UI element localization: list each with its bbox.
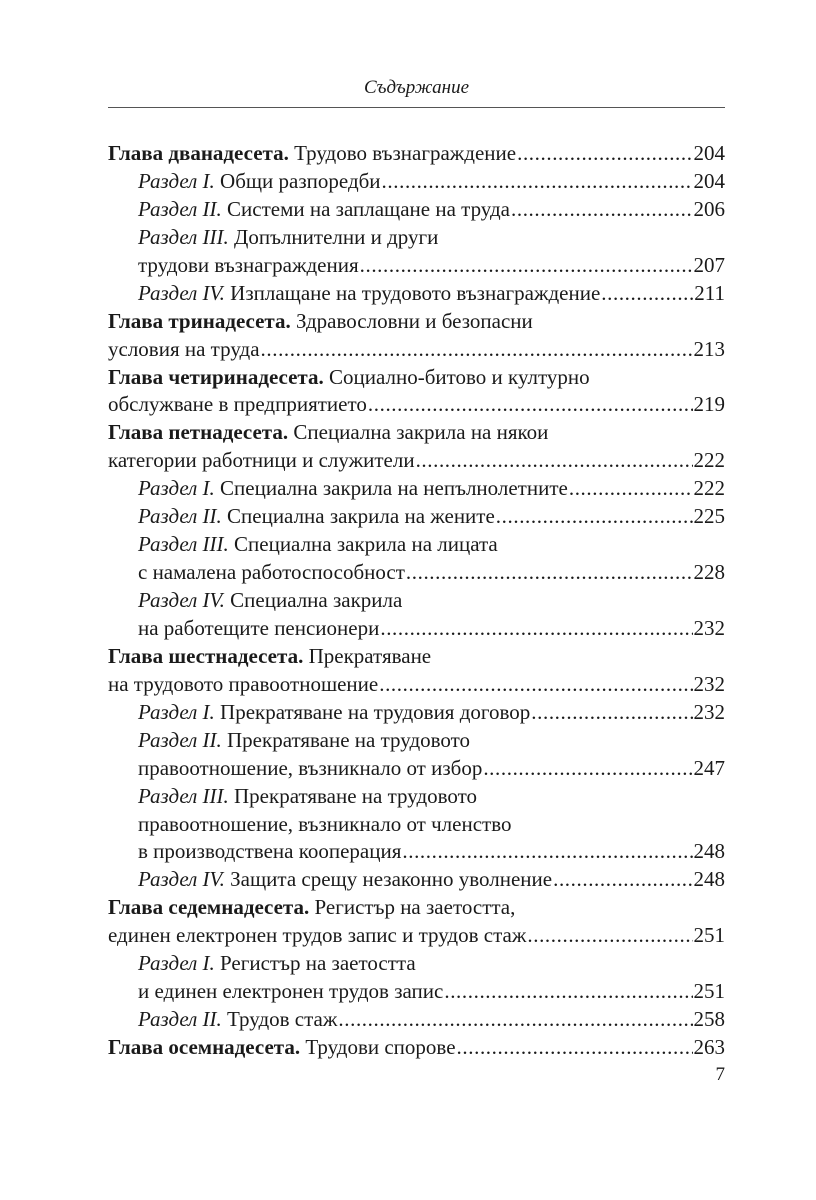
toc-section-entry [108,699,725,727]
toc-entry-text [138,1006,337,1034]
toc-entry-text [108,308,533,336]
dot-leader [457,1034,693,1062]
toc-page-number: 207 [693,252,725,277]
dot-leader [527,922,692,950]
toc-entry-continuation: условия на труда [108,336,260,361]
toc-chapter-entry [108,894,725,922]
toc-entry-title: Специална закрила на непълнолетните [220,476,568,501]
toc-page-number: 251 [693,923,725,948]
toc-entry-title: Специална закрила на жените [227,504,495,529]
toc-entry-title: Прекратяване на трудовото [234,783,478,808]
toc-section-entry [108,950,725,978]
toc-page-number: 228 [693,560,725,585]
toc-entry-text [138,196,510,224]
section-label: Раздел IV. [138,588,225,612]
toc-entry-text [138,475,568,503]
toc-entry-title: Специална закрила на лицата [234,532,498,557]
toc-section-entry [108,587,725,615]
dot-leader [553,866,692,894]
toc-section-entry [108,280,725,308]
chapter-label: Глава седемнадесета. [108,895,310,920]
toc-page-number: 213 [693,336,725,361]
toc-entry-text [108,140,516,168]
toc-entry-text [138,168,381,196]
section-label: Раздел II. [138,1007,222,1032]
dot-leader [402,838,692,866]
toc-page-number: 251 [693,979,725,1004]
dot-leader [382,168,693,196]
chapter-label: Глава тринадесета. [108,308,291,333]
toc-page-number: 232 [693,699,725,724]
page-header-title: Съдържание [363,77,470,98]
toc-entry-text [138,783,477,811]
dot-leader [406,559,693,587]
dot-leader [338,1006,692,1034]
toc-page-number: 248 [693,839,725,864]
table-of-contents [108,140,725,1062]
toc-entry-title: Социално-битово и културно [329,364,590,389]
toc-entry-continuation: обслужване в предприятието [108,392,367,417]
toc-line [108,391,725,419]
toc-entry-text [138,727,470,755]
toc-entry-continuation: категории работници и служители [108,448,415,473]
toc-section-entry [108,1006,725,1034]
dot-leader [416,447,693,475]
toc-page-number: 222 [693,476,725,501]
toc-line [108,559,725,587]
toc-entry-continuation: правоотношение, възникнало от избор [138,755,483,780]
toc-page-number: 225 [693,504,725,529]
dot-leader [511,196,693,224]
toc-entry-title: Специална закрила на някои [293,420,549,445]
toc-entry-continuation: на работещите пенсионери [138,615,380,640]
section-label: Раздел II. [138,504,222,529]
toc-chapter-entry [108,643,725,671]
toc-entry-title: Регистър на заетостта [220,951,416,976]
section-label: Раздел I. [138,699,215,724]
toc-entry-continuation: правоотношение, възникнало от членство [138,811,512,836]
toc-entry-continuation: в производствена кооперация [138,839,402,864]
toc-chapter-entry [108,419,725,447]
toc-page-number: 222 [693,448,725,473]
toc-page-number: 258 [693,1007,725,1032]
toc-line [108,671,725,699]
page-number: 7 [715,1064,725,1085]
toc-line [108,811,725,839]
toc-page-number: 247 [693,755,725,780]
toc-entry-title: Прекратяване [308,643,432,668]
toc-entry-title: Трудов стаж [227,1007,338,1032]
toc-entry-continuation: и единен електронен трудов запис [138,979,444,1004]
toc-line [108,978,725,1006]
toc-section-entry [108,503,725,531]
toc-page-number: 206 [693,196,725,221]
toc-page-number: 204 [693,141,725,165]
toc-entry-title: Регистър на заетостта, [314,895,516,920]
chapter-label: Глава шестнадесета. [108,643,304,668]
toc-entry-continuation: с намалена работоспособност [138,560,405,585]
section-label: Раздел III. [138,783,229,808]
toc-entry-title: Специална закрила [230,588,403,612]
dot-leader [531,699,692,727]
dot-leader [444,978,692,1006]
dot-leader [517,140,692,168]
section-label: Раздел IV. [138,867,225,892]
toc-page-number: 232 [693,671,725,696]
toc-line [108,447,725,475]
dot-leader [569,475,693,503]
dot-leader [601,280,693,308]
toc-entry-text [138,503,495,531]
toc-entry-title: Прекратяване на трудовото [227,727,471,752]
toc-entry-title: Защита срещу незаконно уволнение [230,867,553,892]
toc-entry-title: Прекратяване на трудовия договор [220,699,531,724]
toc-entry-continuation: единен електронен трудов запис и трудов стаж [108,923,527,948]
toc-entry-text [108,419,548,447]
section-label: Раздел III. [138,532,229,557]
toc-section-entry [108,224,725,252]
toc-line [108,922,725,950]
chapter-label: Глава петнадесета. [108,420,289,445]
dot-leader [360,252,693,280]
toc-entry-text [138,950,416,978]
toc-chapter-entry [108,308,725,336]
toc-section-entry [108,475,725,503]
toc-entry-title: Общи разпоредби [220,168,381,193]
toc-entry-text [108,1034,456,1062]
chapter-label: Глава четиринадесета. [108,364,324,389]
toc-entry-title: Допълнителни и други [234,224,439,249]
chapter-label: Глава дванадесета. [108,141,289,165]
toc-entry-title: Трудово възнаграждение [294,141,517,165]
toc-entry-text [138,280,600,308]
toc-page-number: 263 [693,1035,725,1059]
toc-section-entry [108,866,725,894]
toc-chapter-entry [108,140,725,168]
dot-leader [483,755,692,783]
toc-section-entry [108,196,725,224]
dot-leader [261,336,693,364]
toc-section-entry [108,168,725,196]
toc-section-entry [108,531,725,559]
section-label: Раздел III. [138,224,229,249]
toc-entry-title: Здравословни и безопасни [296,308,533,333]
toc-entry-text [138,224,438,252]
toc-line [108,336,725,364]
toc-page-number: 211 [694,280,725,305]
toc-section-entry [108,727,725,755]
toc-entry-text [138,699,530,727]
toc-line [108,252,725,280]
toc-entry-text [108,643,431,671]
toc-entry-text [138,587,402,615]
section-label: Раздел II. [138,196,222,221]
toc-entry-title: Изплащане на трудовото възнаграждение [230,280,601,305]
section-label: Раздел I. [138,168,215,193]
dot-leader [368,391,693,419]
section-label: Раздел I. [138,951,215,976]
chapter-label: Глава осемнадесета. [108,1035,301,1059]
header-rule [108,107,725,108]
dot-leader [496,503,693,531]
toc-line [108,615,725,643]
section-label: Раздел II. [138,727,222,752]
dot-leader [379,671,692,699]
toc-line [108,838,725,866]
toc-entry-continuation: трудови възнаграждения [138,252,359,277]
section-label: Раздел I. [138,476,215,501]
toc-chapter-entry [108,1034,725,1062]
toc-page-number: 248 [693,867,725,892]
section-label: Раздел IV. [138,280,225,305]
toc-page-number: 204 [693,168,725,193]
toc-section-entry [108,783,725,811]
toc-chapter-entry [108,364,725,392]
toc-entry-text [138,531,498,559]
toc-entry-continuation: на трудовото правоотношение [108,671,379,696]
toc-page-number: 219 [693,392,725,417]
dot-leader [380,615,692,643]
toc-entry-title: Системи на заплащане на труда [227,196,510,221]
toc-entry-title: Трудови спорове [305,1035,456,1059]
toc-line [108,755,725,783]
toc-entry-text [108,364,590,392]
toc-entry-text [108,894,515,922]
toc-entry-text [138,866,552,894]
toc-page-number: 232 [693,615,725,640]
